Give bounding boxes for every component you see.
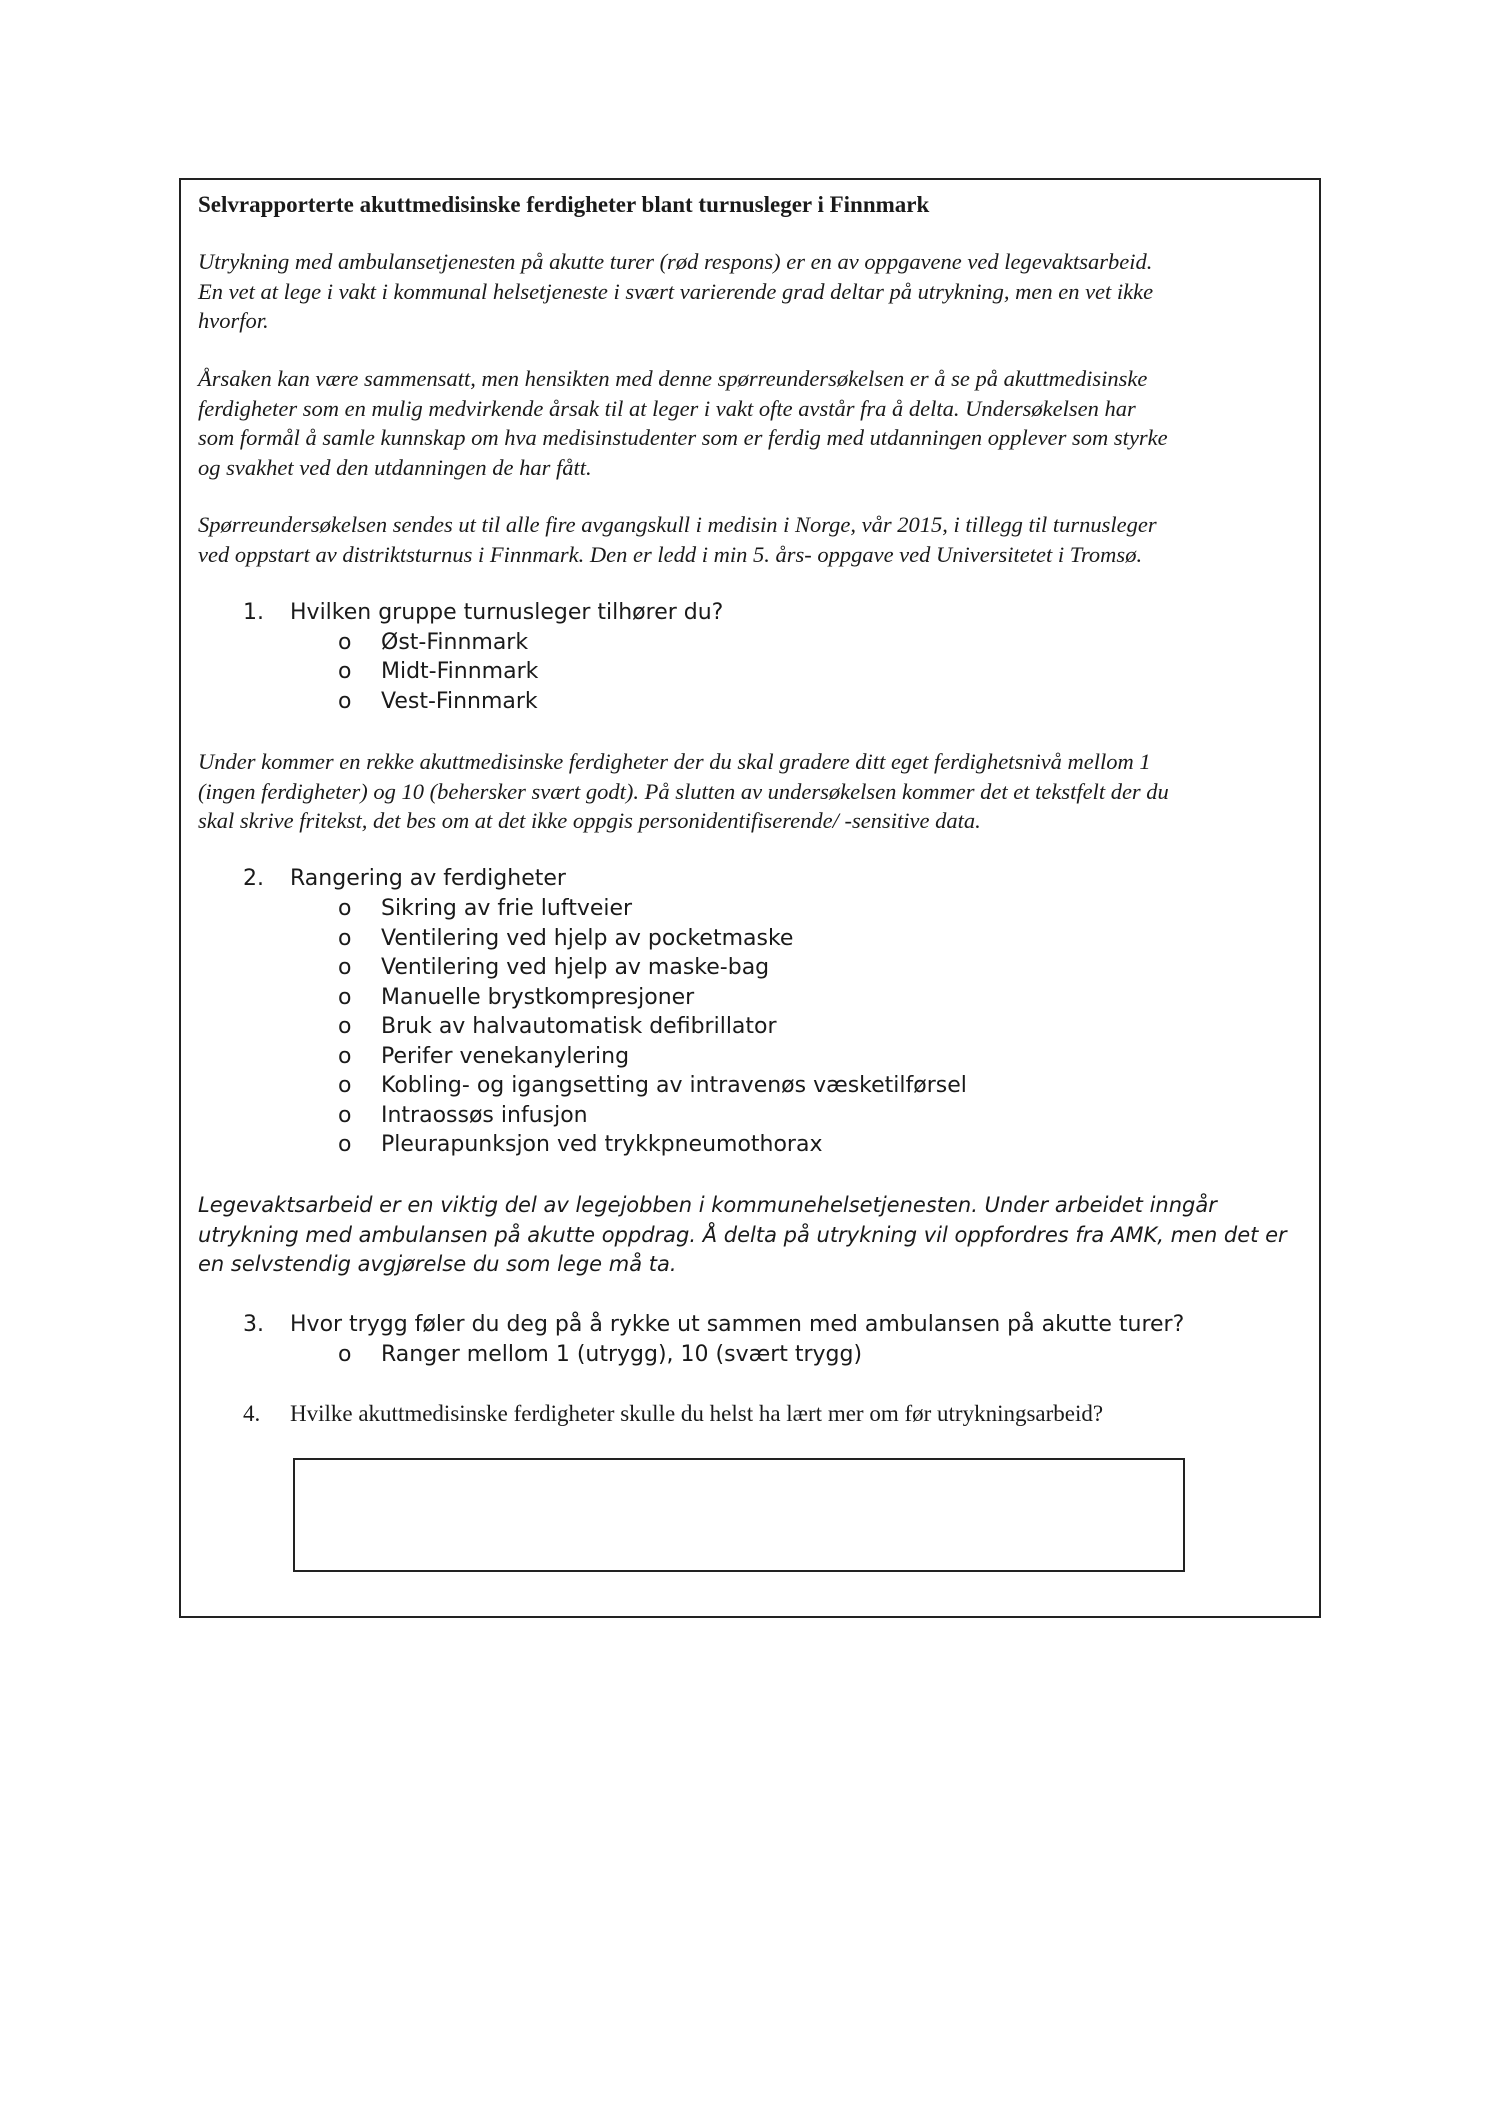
skill-label: Sikring av frie luftveier — [381, 896, 633, 921]
radio-circle-icon: o — [338, 896, 352, 921]
question-text: Hvor trygg føler du deg på å rykke ut sammen med ambulansen på akutte turer? — [290, 1312, 1185, 1337]
radio-circle-icon: o — [338, 659, 352, 684]
option-label: Midt-Finnmark — [381, 659, 539, 684]
radio-circle-icon: o — [338, 1132, 352, 1157]
text-line: Årsaken kan være sammensatt, men hensikten med denne spørreundersøkelsen er å se på akuttmedisinske — [198, 366, 1148, 391]
skill-label: Perifer venekanylering — [381, 1044, 630, 1069]
radio-circle-icon: o — [338, 955, 352, 980]
instructions-paragraph — [198, 747, 1308, 836]
text-line: som formål å samle kunnskap om hva medisinstudenter som er ferdig med utdanningen opplever som styrke — [198, 425, 1168, 450]
radio-circle-icon: o — [338, 985, 352, 1010]
text-line: Legevaktsarbeid er en viktig del av legejobben i kommunehelsetjenesten. Under arbeidet inngår — [198, 1193, 1217, 1217]
radio-circle-icon: o — [338, 1103, 352, 1128]
radio-circle-icon: o — [338, 1342, 352, 1367]
skill-label: Ventilering ved hjelp av maske-bag — [381, 955, 770, 980]
text-line: Utrykning med ambulansetjenesten på akutte turer (rød respons) er en av oppgavene ved legevaktsarbeid. — [198, 249, 1153, 274]
skill-label: Intraossøs infusjon — [381, 1103, 588, 1128]
skill-label: Pleurapunksjon ved trykkpneumothorax — [381, 1132, 823, 1157]
skill-label: Manuelle brystkompresjoner — [381, 985, 695, 1010]
question-number: 1. — [243, 600, 264, 625]
text-line: skal skrive fritekst, det bes om at det ikke oppgis personidentifiserende/ -sensitive data. — [198, 808, 981, 833]
text-line: ved oppstart av distriktsturnus i Finnmark. Den er ledd i min 5. års- oppgave ved Universitetet i Tromsø. — [198, 541, 1143, 567]
skill-label: Ventilering ved hjelp av pocketmaske — [381, 926, 794, 951]
text-line: Spørreundersøkelsen sendes ut til alle fire avgangskull i medisin i Norge, vår 2015, i tillegg til turnusleger — [198, 512, 1157, 537]
skill-label: Kobling- og igangsetting av intravenøs væsketilførsel — [381, 1073, 967, 1098]
question-text: Hvilken gruppe turnusleger tilhører du? — [290, 600, 724, 625]
free-text-answer-box[interactable] — [293, 1458, 1185, 1572]
option-label: Ranger mellom 1 (utrygg), 10 (svært trygg) — [381, 1342, 863, 1367]
option-label: Vest-Finnmark — [381, 689, 538, 714]
option-label: Øst-Finnmark — [381, 630, 529, 655]
text-line: Under kommer en rekke akuttmedisinske ferdigheter der du skal gradere ditt eget ferdighetsnivå mellom 1 — [198, 749, 1151, 774]
text-line: ferdigheter som en mulig medvirkende årsak til at leger i vakt ofte avstår fra å delta. Undersøkelsen har — [198, 395, 1136, 421]
radio-circle-icon: o — [338, 1073, 352, 1098]
question-number: 4. — [243, 1401, 261, 1426]
text-line: en selvstendig avgjørelse du som lege må ta. — [198, 1252, 677, 1276]
intro-paragraph-3 — [198, 510, 1308, 569]
intro-paragraph-2 — [198, 364, 1308, 482]
radio-circle-icon: o — [338, 1014, 352, 1039]
radio-circle-icon: o — [338, 926, 352, 951]
skill-label: Bruk av halvautomatisk defibrillator — [381, 1014, 777, 1039]
radio-circle-icon: o — [338, 689, 352, 714]
radio-circle-icon: o — [338, 630, 352, 655]
text-line: og svakhet ved den utdanningen de har fått. — [198, 454, 592, 480]
text-line: hvorfor. — [198, 308, 269, 333]
text-line: utrykning med ambulansen på akutte oppdrag. Å delta på utrykning vil oppfordres fra AMK, men det er — [198, 1222, 1287, 1247]
intro-paragraph-1 — [198, 247, 1308, 336]
question-text: Rangering av ferdigheter — [290, 866, 566, 891]
legevakt-paragraph — [198, 1191, 1308, 1280]
text-line: En vet at lege i vakt i kommunal helsetjeneste i svært varierende grad deltar på utrykning, men en vet ikke — [198, 278, 1154, 304]
text-line: (ingen ferdigheter) og 10 (behersker svært godt). På slutten av undersøkelsen kommer det et tekstfelt der du — [198, 778, 1169, 804]
question-number: 2. — [243, 866, 264, 891]
question-text: Hvilke akuttmedisinske ferdigheter skulle du helst ha lært mer om før utrykningsarbeid? — [290, 1401, 1104, 1426]
question-number: 3. — [243, 1312, 264, 1337]
radio-circle-icon: o — [338, 1044, 352, 1069]
page-title: Selvrapporterte akuttmedisinske ferdigheter blant turnusleger i Finnmark — [198, 192, 930, 217]
